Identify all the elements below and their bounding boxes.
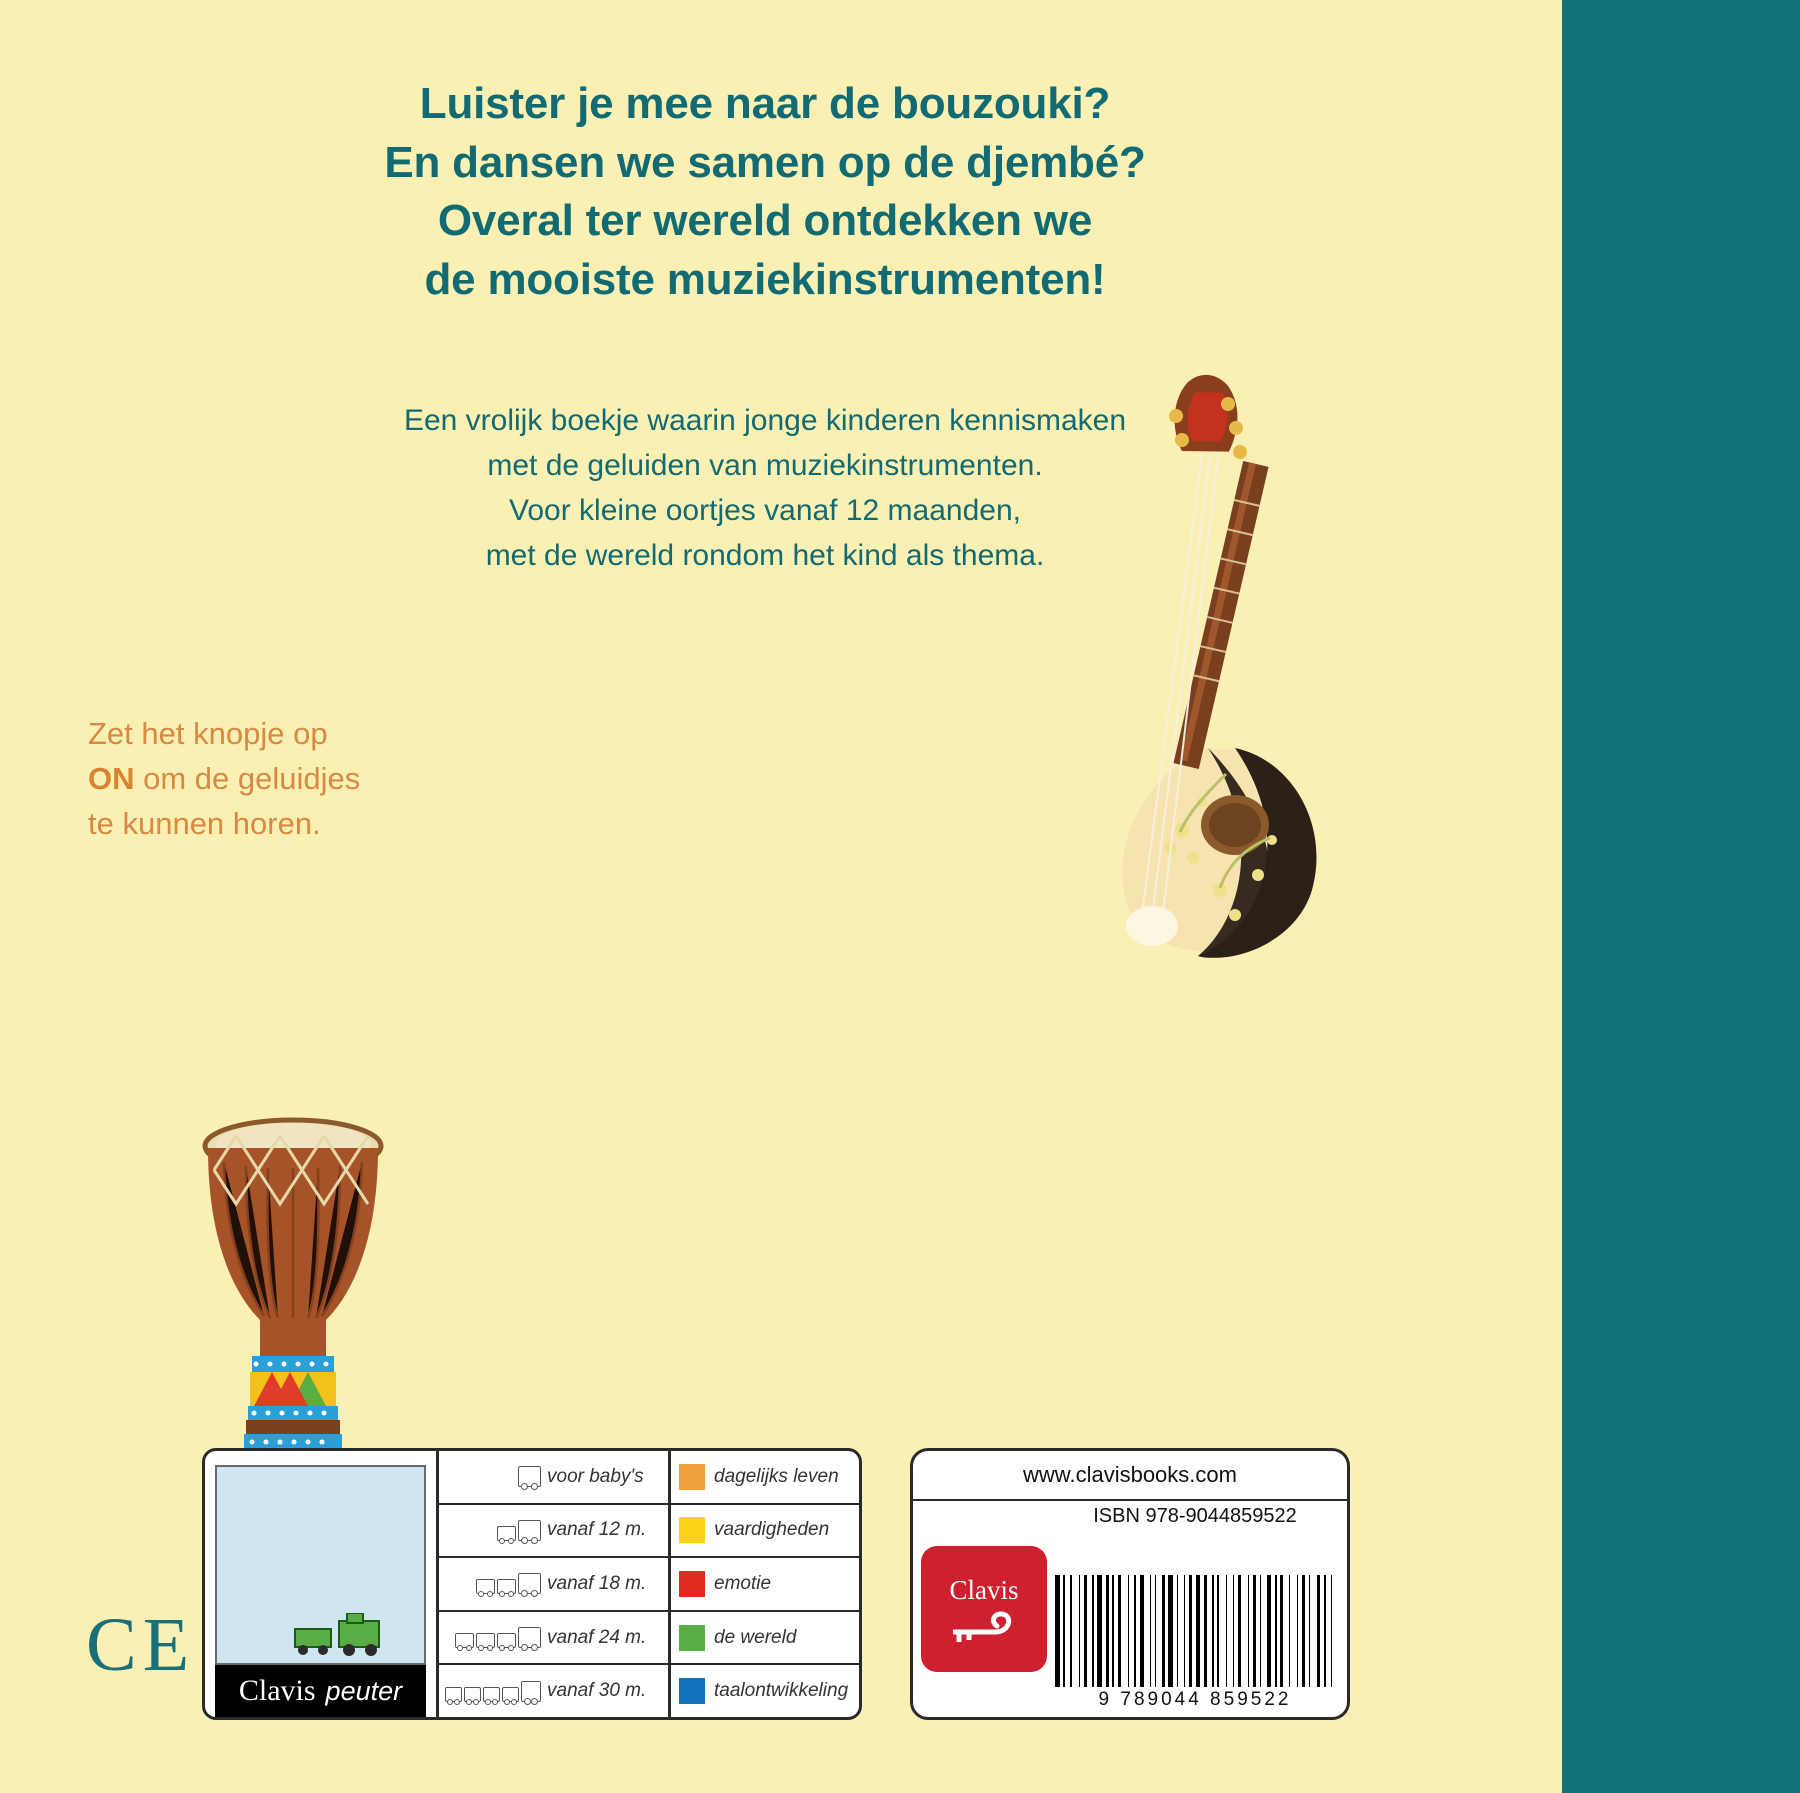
- clavis-logo-text: Clavis: [949, 1574, 1019, 1605]
- sound-instructions-line-1: Zet het knopje op: [88, 716, 328, 751]
- headline-text: ?: [1118, 137, 1146, 187]
- age-row: [439, 1451, 668, 1505]
- train-carts-icon: [445, 1573, 541, 1594]
- age-label: vanaf 24 m.: [547, 1626, 647, 1648]
- theme-row: [671, 1451, 859, 1505]
- headline-text: de mooiste: [424, 254, 667, 304]
- isbn-number: ISBN 978-9044859522: [1093, 1505, 1297, 1527]
- barcode-digits: 9 789044 859522: [1098, 1689, 1292, 1710]
- train-icon: [277, 1613, 397, 1657]
- headline-text: ?: [1083, 79, 1111, 128]
- key-icon: [949, 1610, 1019, 1644]
- theme-label: taalontwikkeling: [714, 1680, 849, 1702]
- description-line-3: Voor kleine oortjes vanaf 12 maanden,: [508, 494, 1021, 527]
- clavis-peuter-bar: [215, 1665, 426, 1717]
- peuter-wordmark: peuter: [325, 1675, 403, 1706]
- age-label: vanaf 30 m.: [547, 1680, 647, 1702]
- barcode: [1055, 1532, 1335, 1687]
- age-label: vanaf 18 m.: [547, 1572, 647, 1594]
- age-and-theme-panel: [202, 1448, 862, 1720]
- headline-text: Luister je mee naar de: [419, 79, 893, 128]
- sound-instructions: [88, 712, 508, 847]
- ce-mark: CE: [86, 1603, 196, 1687]
- age-row: [439, 1612, 668, 1666]
- on-label: ON: [88, 760, 135, 796]
- clavis-wordmark: Clavis: [238, 1674, 316, 1707]
- isbn-panel: [910, 1448, 1350, 1720]
- train-carts-icon: [445, 1627, 541, 1648]
- age-label: voor baby's: [547, 1465, 644, 1487]
- theme-row: [671, 1665, 859, 1717]
- sound-instructions-line-3: te kunnen horen.: [88, 805, 321, 841]
- theme-swatch: [679, 1464, 705, 1490]
- theme-row: [671, 1612, 859, 1666]
- theme-label: dagelijks leven: [714, 1465, 839, 1487]
- theme-row: [671, 1505, 859, 1559]
- theme-label: vaardigheden: [714, 1519, 830, 1541]
- theme-row: [671, 1558, 859, 1612]
- theme-swatch: [679, 1625, 705, 1651]
- headline-line-3: Overal ter wereld ontdekken we: [437, 196, 1093, 246]
- age-row: [439, 1505, 668, 1559]
- theme-column: [671, 1451, 859, 1717]
- publisher-website[interactable]: www.clavisbooks.com: [913, 1451, 1347, 1501]
- sound-instructions-line-2: [88, 757, 508, 802]
- headline-text: En dansen we samen op de: [384, 137, 967, 187]
- description-line-2: met de geluiden van muziekinstrumenten.: [487, 449, 1043, 482]
- description-line-4: met de wereld rondom het kind als thema.: [485, 539, 1045, 572]
- headline-emphasis: muziekinstrumenten!: [666, 254, 1106, 304]
- theme-swatch: [679, 1517, 705, 1543]
- theme-swatch: [679, 1678, 705, 1704]
- clavis-logo: [921, 1546, 1047, 1672]
- description-line-1: Een vrolijk boekje waarin jonge kinderen kennismaken: [403, 404, 1127, 437]
- bouzouki-illustration: [1030, 370, 1430, 960]
- sound-instructions-text: om de geluidjes: [134, 760, 361, 796]
- headline-line-4: [250, 251, 1280, 310]
- headline-emphasis: djembé: [966, 137, 1119, 187]
- age-row: [439, 1665, 668, 1717]
- page-title: [250, 75, 1280, 309]
- book-spine: [1562, 0, 1800, 1793]
- theme-label: de wereld: [714, 1626, 797, 1648]
- headline-line-1: [250, 75, 1280, 134]
- age-column: [439, 1451, 671, 1717]
- train-carts-icon: [445, 1681, 541, 1702]
- theme-swatch: [679, 1571, 705, 1597]
- age-label: vanaf 12 m.: [547, 1519, 647, 1541]
- train-carts-icon: [445, 1466, 541, 1487]
- train-illustration: [215, 1465, 426, 1665]
- headline-line-2: [250, 134, 1280, 193]
- djembe-illustration: [168, 1108, 418, 1460]
- train-carts-icon: [445, 1520, 541, 1541]
- age-row: [439, 1558, 668, 1612]
- clavis-peuter-logo: [205, 1451, 439, 1717]
- headline-emphasis: bouzouki: [892, 79, 1084, 128]
- theme-label: emotie: [714, 1572, 772, 1594]
